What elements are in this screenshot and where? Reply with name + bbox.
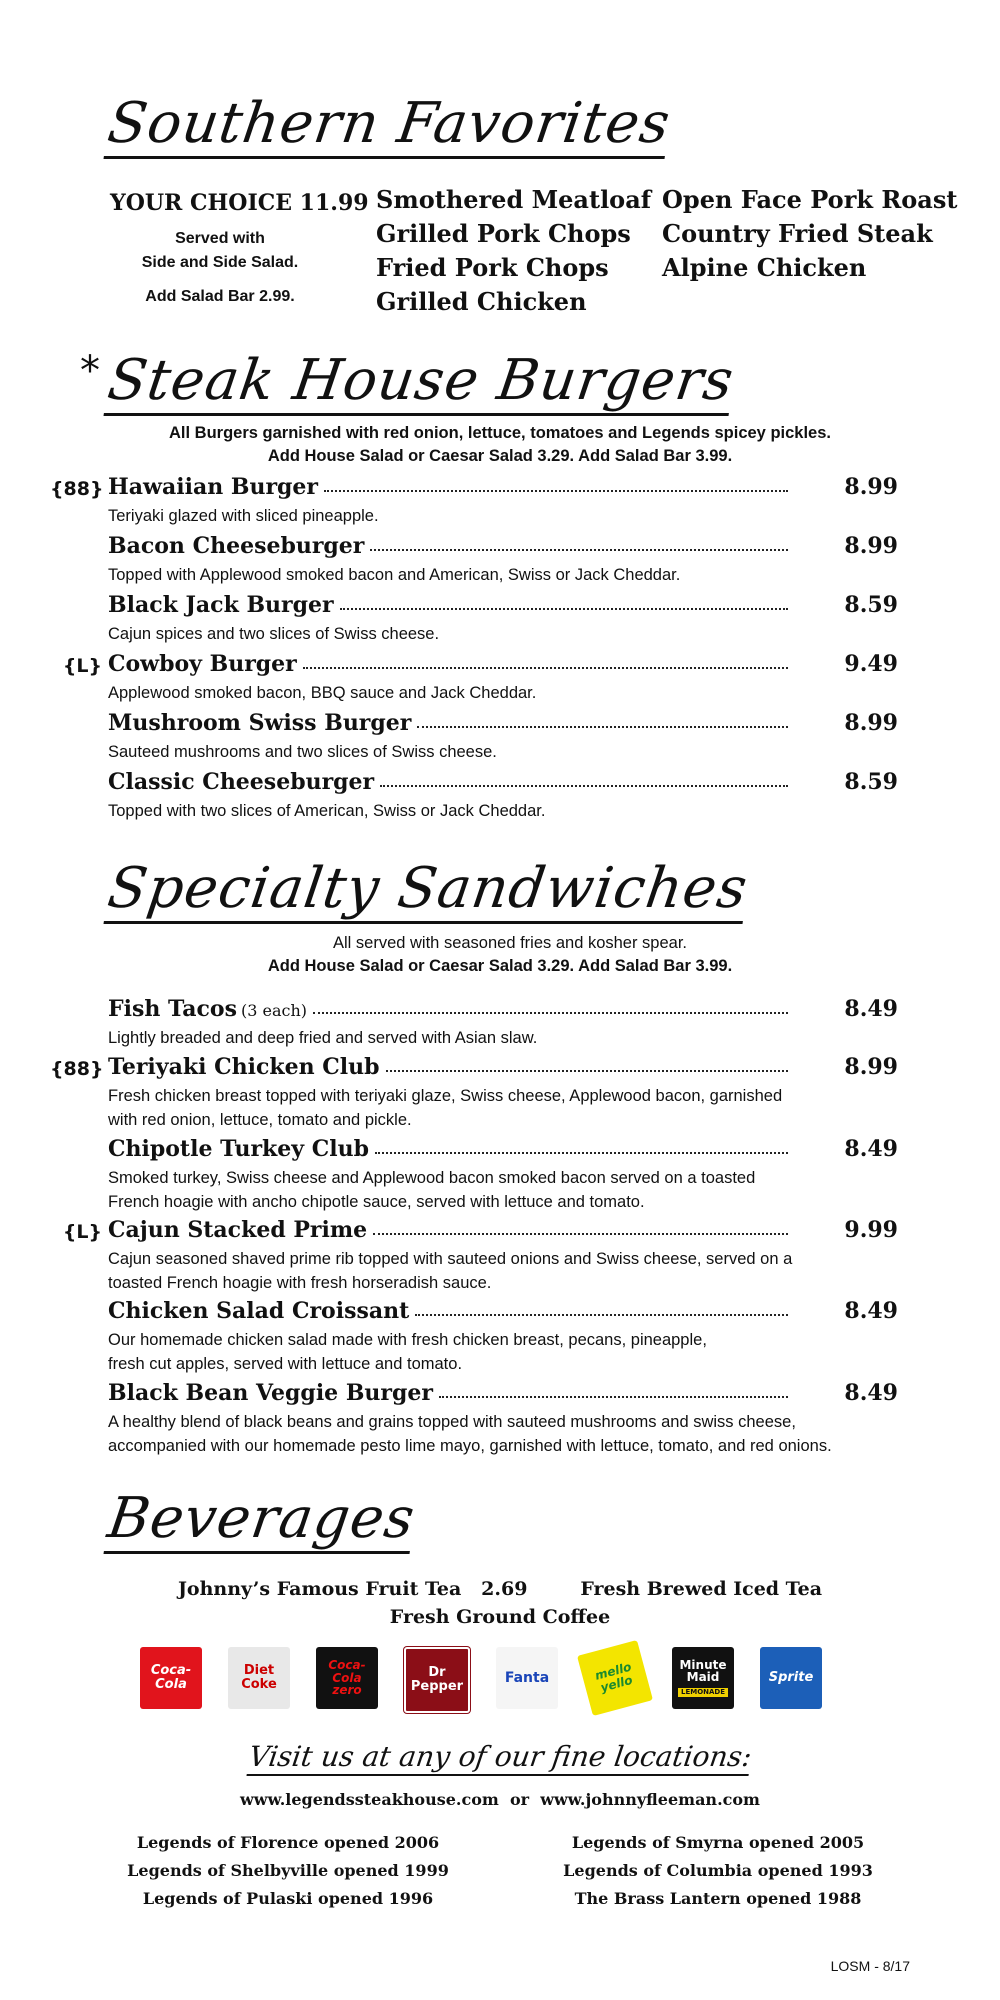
coke-zero-logo: Coca-Cola zero [316, 1647, 378, 1709]
southern-choice-price: YOUR CHOICE 11.99 [110, 190, 369, 216]
menu-item-description: Fresh chicken breast topped with teriyaki glaze, Swiss cheese, Applewood bacon, garnished [108, 1087, 783, 1105]
menu-item-price: 8.49 [844, 996, 898, 1022]
menu-item-header [108, 1136, 898, 1166]
menu-item-description: Topped with two slices of American, Swiss or Jack Cheddar. [108, 802, 546, 820]
coca-cola-logo: Coca-Cola [140, 1647, 202, 1709]
item-marker: {88} [50, 1058, 104, 1080]
location-item: The Brass Lantern opened 1988 [574, 1889, 862, 1908]
sandwiches-note: All served with seasoned fries and kosher spear. [332, 934, 688, 952]
mello-yello-logo: mello yello [577, 1640, 653, 1716]
southern-dish: Smothered Meatloaf [376, 185, 652, 214]
visit-text: Visit us at any of our fine locations: [246, 1740, 753, 1776]
dot-leader [415, 1313, 788, 1316]
locations-left [88, 1829, 488, 1913]
menu-item-description: Our homemade chicken salad made with fresh chicken breast, pecans, pineapple, [108, 1331, 707, 1349]
menu-code: LOSM - 8/17 [830, 1958, 910, 1974]
item-marker: {L} [62, 655, 102, 677]
menu-item-header [108, 1298, 898, 1328]
menu-item-price: 8.59 [844, 769, 898, 795]
southern-dishes-col1 [376, 183, 651, 319]
menu-item-price: 8.99 [844, 533, 898, 559]
item-marker: {L} [62, 1221, 102, 1243]
menu-item [108, 1380, 898, 1458]
dot-leader [375, 1151, 788, 1154]
menu-item-name: Classic Cheeseburger [108, 769, 375, 795]
menu-item-description: Cajun seasoned shaved prime rib topped with sauteed onions and Swiss cheese, served on a [108, 1250, 793, 1268]
menu-item-name: Cowboy Burger [108, 651, 297, 677]
burgers-note: All Burgers garnished with red onion, lettuce, tomatoes and Legends spicey pickles. [169, 424, 831, 442]
beverages-line-1: Johnny’s Famous Fruit Tea 2.69 Fresh Brewed Iced Tea [177, 1578, 823, 1600]
burgers-asterisk: * [80, 348, 100, 394]
menu-item-header [108, 533, 898, 563]
southern-dishes-col2 [662, 183, 957, 285]
beverage-logos [140, 1647, 822, 1713]
menu-item [108, 1136, 898, 1214]
menu-item-description: Topped with Applewood smoked bacon and American, Swiss or Jack Cheddar. [108, 566, 681, 584]
menu-item [108, 1217, 898, 1295]
beverages-line-2: Fresh Ground Coffee [389, 1606, 611, 1628]
menu-item-description: accompanied with our homemade pesto lime mayo, garnished with lettuce, tomato, and red onions. [108, 1437, 832, 1455]
menu-item-description: with red onion, lettuce, tomato and pickle. [108, 1111, 412, 1129]
websites: www.legendssteakhouse.com or www.johnnyfleeman.com [240, 1790, 760, 1809]
menu-item-price: 9.49 [844, 651, 898, 677]
menu-item-name: Mushroom Swiss Burger [108, 710, 412, 736]
item-marker: {88} [50, 478, 104, 500]
southern-dish: Grilled Chicken [376, 287, 587, 316]
southern-favorites-title: Southern Favorites [104, 95, 674, 159]
beverages-title: Beverages [104, 1490, 419, 1554]
sandwiches-title: Specialty Sandwiches [104, 860, 752, 924]
menu-item-name: Black Bean Veggie Burger [108, 1380, 433, 1406]
southern-served-with-side: Side and Side Salad. [141, 254, 299, 271]
menu-item-name: Cajun Stacked Prime [108, 1217, 368, 1243]
menu-item-header [108, 996, 898, 1026]
menu-item-name: Hawaiian Burger [108, 474, 319, 500]
dot-leader [386, 1069, 789, 1072]
sandwiches-salad-note: Add House Salad or Caesar Salad 3.29. Add Salad Bar 3.99. [267, 957, 733, 975]
menu-item-price: 8.49 [844, 1136, 898, 1162]
menu-item-header [108, 710, 898, 740]
dot-leader [373, 1232, 788, 1235]
visit-heading [0, 1740, 1000, 1776]
location-item: Legends of Florence opened 2006 [136, 1833, 440, 1852]
menu-item-name: Chicken Salad Croissant [108, 1298, 410, 1324]
menu-item-description: Smoked turkey, Swiss cheese and Applewood bacon smoked bacon served on a toasted [108, 1169, 756, 1187]
menu-item-description: Applewood smoked bacon, BBQ sauce and Jack Cheddar. [108, 684, 537, 702]
menu-item [108, 592, 898, 646]
menu-item [108, 533, 898, 587]
menu-item-description: A healthy blend of black beans and grains topped with sauteed mushrooms and swiss cheese, [108, 1413, 796, 1431]
menu-item-name: Teriyaki Chicken Club [108, 1054, 380, 1080]
location-item: Legends of Columbia opened 1993 [563, 1861, 873, 1880]
minute-maid-logo [672, 1647, 734, 1709]
dot-leader [324, 489, 788, 492]
menu-item-description: Teriyaki glazed with sliced pineapple. [108, 507, 379, 525]
southern-salad-bar: Add Salad Bar 2.99. [145, 288, 295, 305]
menu-item-description: Cajun spices and two slices of Swiss cheese. [108, 625, 440, 643]
menu-item [108, 1054, 898, 1132]
menu-item [108, 769, 898, 823]
menu-item-description: Sauteed mushrooms and two slices of Swiss cheese. [108, 743, 497, 761]
southern-served-with: Served with [175, 230, 265, 247]
locations-right [518, 1829, 918, 1913]
menu-item-description: Lightly breaded and deep fried and served with Asian slaw. [108, 1029, 538, 1047]
menu-item [108, 996, 898, 1050]
dot-leader [313, 1011, 788, 1014]
menu-item-name: Bacon Cheeseburger [108, 533, 365, 559]
menu-item-price: 8.49 [844, 1298, 898, 1324]
menu-item-price: 8.49 [844, 1380, 898, 1406]
menu-item-price: 8.99 [844, 474, 898, 500]
menu-item-header [108, 1054, 898, 1084]
menu-item-price: 9.99 [844, 1217, 898, 1243]
menu-item-price: 8.59 [844, 592, 898, 618]
fanta-logo: Fanta [496, 1647, 558, 1709]
menu-item-header [108, 474, 898, 504]
dot-leader [370, 548, 788, 551]
southern-dish: Grilled Pork Chops [376, 219, 631, 248]
menu-item-price: 8.99 [844, 1054, 898, 1080]
southern-dish: Alpine Chicken [662, 253, 867, 282]
burgers-salad-note: Add House Salad or Caesar Salad 3.29. Add Salad Bar 3.99. [267, 447, 733, 465]
southern-dish: Country Fried Steak [662, 219, 933, 248]
menu-item-price: 8.99 [844, 710, 898, 736]
menu-item [108, 1298, 898, 1376]
menu-item [108, 651, 898, 705]
location-item: Legends of Shelbyville opened 1999 [127, 1861, 449, 1880]
menu-item [108, 474, 898, 528]
menu-item-description: fresh cut apples, served with lettuce and tomato. [108, 1355, 463, 1373]
menu-item-header [108, 651, 898, 681]
menu-item-name: Chipotle Turkey Club [108, 1136, 369, 1162]
location-item: Legends of Smyrna opened 2005 [571, 1833, 865, 1852]
southern-dish: Fried Pork Chops [376, 253, 609, 282]
dot-leader [303, 666, 788, 669]
menu-item-header [108, 769, 898, 799]
southern-dish: Open Face Pork Roast [662, 185, 958, 214]
menu-item-name: Fish Tacos [108, 996, 237, 1022]
menu-item-description: toasted French hoagie with fresh horseradish sauce. [108, 1274, 492, 1292]
dot-leader [340, 607, 788, 610]
burgers-title: Steak House Burgers [104, 352, 738, 416]
menu-item-name: Black Jack Burger [108, 592, 334, 618]
menu-item-header [108, 592, 898, 622]
dot-leader [439, 1395, 788, 1398]
menu-item-description: French hoagie with ancho chipotle sauce, served with lettuce and tomato. [108, 1193, 645, 1211]
diet-coke-logo: Diet Coke [228, 1647, 290, 1709]
location-item: Legends of Pulaski opened 1996 [142, 1889, 434, 1908]
dot-leader [380, 784, 788, 787]
minute-maid-name: Minute Maid [679, 1657, 727, 1685]
menu-item-header [108, 1217, 898, 1247]
menu-item-qualifier: (3 each) [241, 1001, 308, 1020]
dr-pepper-logo: Dr Pepper [404, 1647, 470, 1713]
menu-item-header [108, 1380, 898, 1410]
minute-maid-sub: LEMONADE [678, 1688, 728, 1697]
menu-item [108, 710, 898, 764]
dot-leader [417, 725, 788, 728]
sprite-logo: Sprite [760, 1647, 822, 1709]
